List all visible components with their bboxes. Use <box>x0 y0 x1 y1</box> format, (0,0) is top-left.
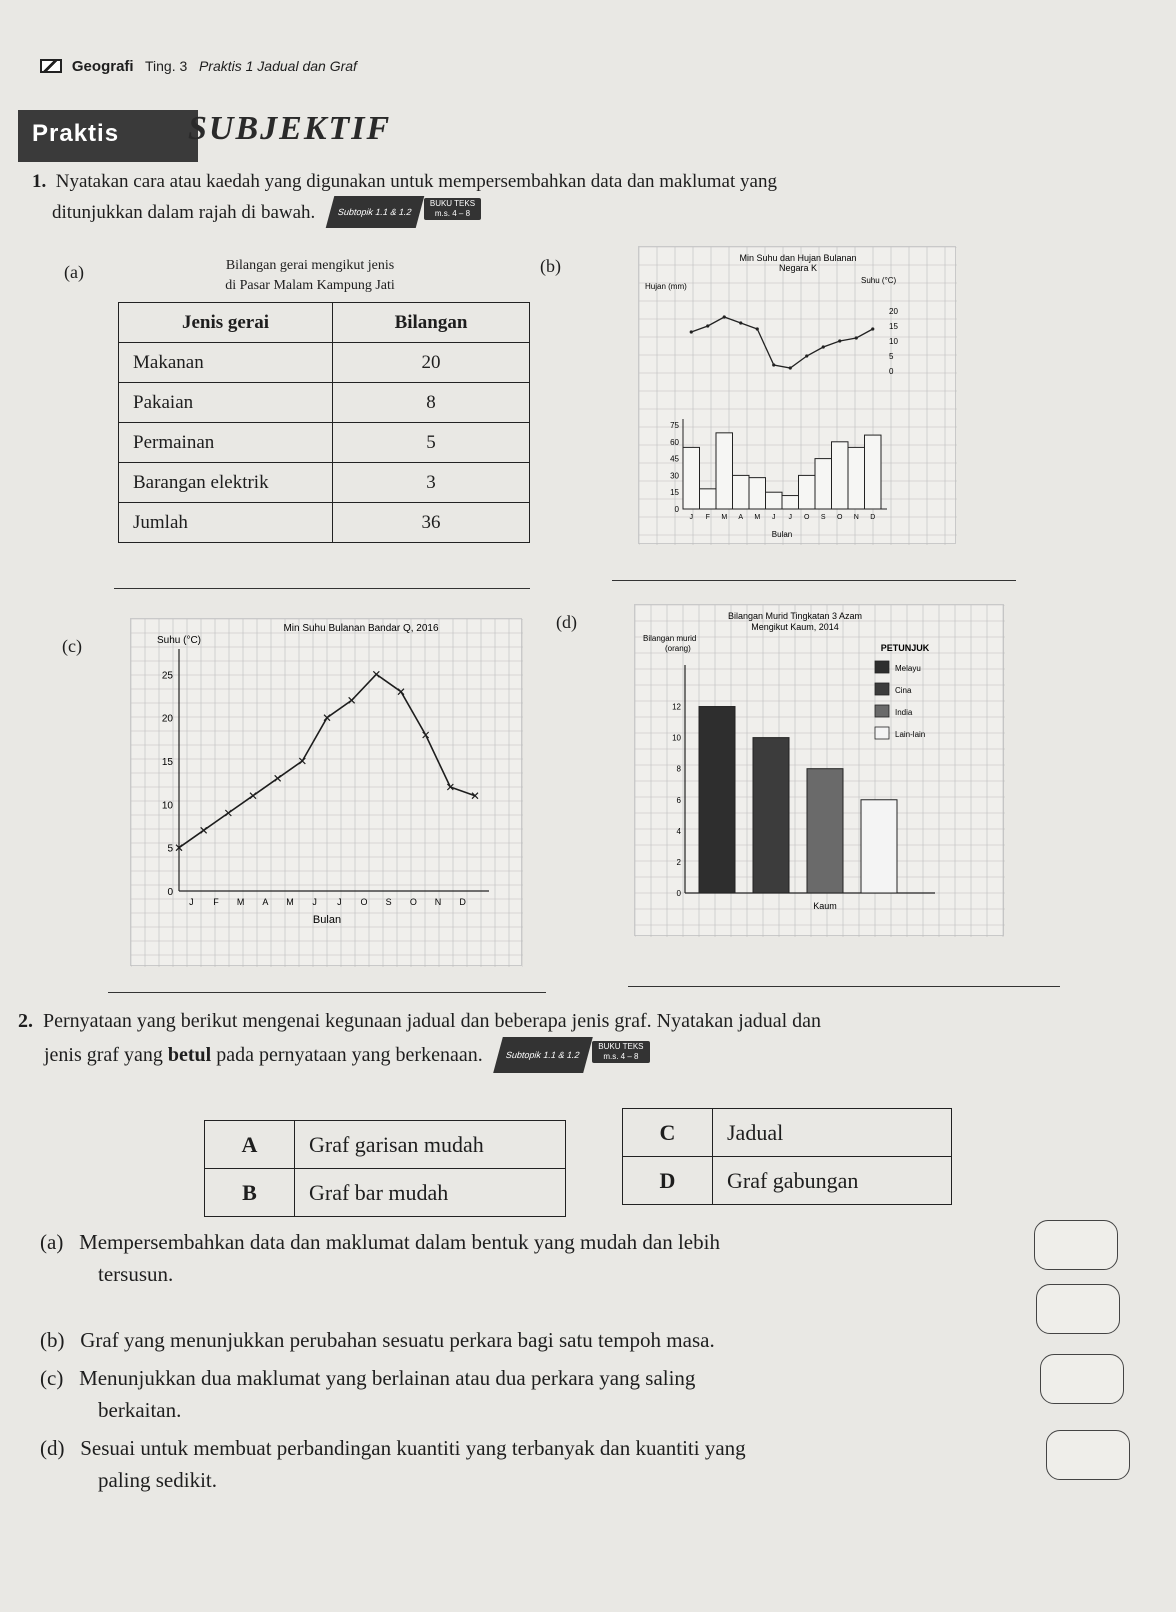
table-row <box>119 503 530 543</box>
q2-number: 2. <box>18 1010 33 1032</box>
option-row <box>205 1121 566 1169</box>
options-table-right <box>622 1108 952 1205</box>
answer-line-a[interactable] <box>114 588 530 589</box>
data-point <box>250 793 256 799</box>
month-tick-label: F <box>705 514 710 521</box>
chart-d-svg <box>635 605 1005 937</box>
y-tick-label: 12 <box>672 702 681 712</box>
part-a-title <box>160 256 460 296</box>
temperature-point <box>838 339 841 342</box>
bar <box>861 800 897 893</box>
rainfall-bar <box>865 435 882 509</box>
chart-b-svg <box>639 247 957 545</box>
option-row <box>205 1169 566 1217</box>
temperature-point <box>706 324 709 327</box>
bar <box>699 707 735 893</box>
answer-line-c[interactable] <box>108 992 546 993</box>
data-point <box>275 775 281 781</box>
option-key: D <box>623 1157 713 1205</box>
left-tick-label: 0 <box>674 505 679 514</box>
part-d-label: (d) <box>556 612 577 632</box>
header-subject: Geografi <box>71 58 134 75</box>
month-tick-label: D <box>870 514 876 521</box>
right-tick-label: 20 <box>889 307 898 316</box>
left-tick-label: 45 <box>670 454 679 464</box>
legend-swatch <box>875 705 889 717</box>
temperature-point <box>855 336 858 339</box>
option-key: B <box>205 1169 295 1217</box>
data-point <box>398 689 404 695</box>
part-a-label: (a) <box>64 262 84 282</box>
table-cell: 36 <box>333 503 530 543</box>
statement-d <box>40 1432 1000 1496</box>
table-cell: 8 <box>333 383 530 423</box>
q1-number: 1. <box>32 171 47 192</box>
right-tick-label: 15 <box>889 322 898 331</box>
month-tick-label: D <box>459 897 466 907</box>
statement-label: (c) <box>40 1366 64 1390</box>
chart-title: Bilangan Murid Tingkatan 3 Azam <box>727 611 863 621</box>
statement-text: Mempersembahkan data dan maklumat dalam bentuk yang mudah dan lebih <box>79 1230 720 1254</box>
table-cell: Makanan <box>119 343 333 383</box>
table-cell: 5 <box>333 423 530 463</box>
month-tick-label: A <box>262 897 269 907</box>
data-point <box>349 697 355 703</box>
option-value: Graf gabungan <box>713 1157 952 1205</box>
legend-label: Cina <box>895 686 912 695</box>
month-tick-label: A <box>738 514 744 521</box>
option-row <box>623 1157 952 1205</box>
rainfall-bar <box>815 459 832 509</box>
q2-text-bold: betul <box>167 1044 212 1066</box>
options-table-left <box>204 1120 566 1217</box>
table-header-row <box>119 303 530 343</box>
temperature-point <box>871 327 874 330</box>
table-cell: Permainan <box>119 423 333 463</box>
option-value: Jadual <box>713 1109 952 1157</box>
answer-line-d[interactable] <box>628 986 1060 987</box>
temperature-point <box>805 354 808 357</box>
month-tick-label: J <box>312 897 317 907</box>
q1-text-line1: Nyatakan cara atau kaedah yang digunakan untuk mempersembahkan data dan maklumat yang <box>55 171 777 192</box>
temperature-point <box>756 327 759 330</box>
month-tick-label: F <box>213 897 219 907</box>
legend-swatch <box>875 661 889 673</box>
temperature-point <box>690 330 693 333</box>
statement-text-cont: berkaitan. <box>98 1398 182 1422</box>
book-logo-icon <box>40 59 62 73</box>
y-tick-label: 0 <box>167 887 173 898</box>
section-banner <box>18 110 458 162</box>
chart-c-svg <box>131 619 523 967</box>
month-tick-label: N <box>434 897 442 907</box>
y-tick-label: 2 <box>676 857 681 867</box>
month-tick-label: J <box>772 514 776 521</box>
rainfall-bar <box>766 492 783 509</box>
chart-title: Min Suhu dan Hujan Bulanan <box>739 253 857 263</box>
option-value: Graf garisan mudah <box>295 1121 566 1169</box>
x-axis-label: Bulan <box>771 530 793 539</box>
banner-subjektif: SUBJEKTIF <box>188 110 392 147</box>
x-axis-label: Bulan <box>312 914 342 926</box>
table-cell: Barangan elektrik <box>119 463 333 503</box>
right-tick-label: 10 <box>889 337 898 346</box>
option-key: C <box>623 1109 713 1157</box>
banner-praktis: Praktis <box>18 110 198 162</box>
x-axis-label: Kaum <box>813 901 837 911</box>
left-tick-label: 30 <box>670 471 679 481</box>
month-tick-label: O <box>409 897 417 907</box>
option-row <box>623 1109 952 1157</box>
right-axis-label: Suhu (°C) <box>861 276 897 285</box>
statement-text: Sesuai untuk membuat perbandingan kuantiti yang terbanyak dan kuantiti yang <box>80 1436 746 1460</box>
chart-title: Min Suhu Bulanan Bandar Q, 2016 <box>283 623 439 634</box>
statement-text-cont: paling sedikit. <box>98 1468 217 1492</box>
month-tick-label: M <box>754 514 761 521</box>
table-header: Jenis gerai <box>119 303 333 343</box>
bar <box>753 738 789 893</box>
y-tick-label: 25 <box>161 670 173 682</box>
rainfall-bar <box>683 447 700 509</box>
legend-swatch <box>875 683 889 695</box>
temperature-point <box>822 345 825 348</box>
left-axis-label: Hujan (mm) <box>645 282 687 291</box>
statement-c <box>40 1362 1000 1426</box>
part-c-label: (c) <box>62 636 82 656</box>
month-tick-label: M <box>286 897 294 907</box>
month-tick-label: O <box>837 514 843 521</box>
chart-subtitle: Negara K <box>778 263 818 273</box>
statement-label: (b) <box>40 1328 65 1352</box>
page-header <box>40 58 357 75</box>
temperature-point <box>772 363 775 366</box>
temperature-point <box>739 321 742 324</box>
q2-text-line2a: jenis graf yang <box>44 1044 168 1066</box>
statement-text-cont: tersusun. <box>98 1262 174 1286</box>
data-point <box>373 671 379 677</box>
part-b-label: (b) <box>540 256 561 276</box>
legend-label: Melayu <box>895 664 921 673</box>
y-axis-label: Bilangan murid <box>643 634 697 643</box>
q2-text-line1: Pernyataan yang berikut mengenai kegunaan jadual dan beberapa jenis graf. Nyatakan jadual dan <box>43 1010 822 1032</box>
q2-buku-teks-badge: BUKU TEKS m.s. 4 – 8 <box>592 1041 649 1063</box>
table-cell: 20 <box>333 343 530 383</box>
y-axis-label: Suhu (°C) <box>157 635 202 646</box>
left-tick-label: 15 <box>670 488 679 498</box>
q1-text-line2: ditunjukkan dalam rajah di bawah. <box>52 202 316 223</box>
rainfall-bar <box>716 433 733 509</box>
rainfall-bar <box>832 442 849 509</box>
left-tick-label: 60 <box>670 437 679 447</box>
question-2 <box>18 1005 1128 1073</box>
chart-b-box <box>638 246 956 544</box>
rainfall-bar <box>782 496 799 509</box>
answer-box-a[interactable] <box>1034 1220 1118 1270</box>
header-level: Ting. 3 <box>145 58 188 74</box>
table-header: Bilangan <box>333 303 530 343</box>
month-tick-label: M <box>236 897 245 907</box>
data-point <box>201 827 207 833</box>
answer-line-b[interactable] <box>612 580 1016 581</box>
legend-label: Lain-lain <box>895 730 926 739</box>
chart-subtitle: Mengikut Kaum, 2014 <box>751 622 839 632</box>
option-value: Graf bar mudah <box>295 1169 566 1217</box>
month-tick-label: M <box>721 514 728 521</box>
answer-box-b[interactable] <box>1036 1284 1120 1334</box>
y-tick-label: 20 <box>161 713 173 725</box>
q1-buku-teks-badge: BUKU TEKS m.s. 4 – 8 <box>424 198 481 220</box>
table-row <box>119 463 530 503</box>
rainfall-bar <box>700 489 717 509</box>
bar <box>807 769 843 893</box>
q1-subtopic-badge: Subtopik 1.1 & 1.2 <box>325 196 423 228</box>
month-tick-label: J <box>189 897 194 907</box>
statement-text: Menunjukkan dua maklumat yang berlainan atau dua perkara yang saling <box>79 1366 696 1390</box>
month-tick-label: J <box>337 897 342 907</box>
option-key: A <box>205 1121 295 1169</box>
q2-text-line2b: pada pernyataan yang berkenaan. <box>211 1044 483 1066</box>
table-cell: 3 <box>333 463 530 503</box>
right-tick-label: 5 <box>889 352 894 361</box>
y-axis-label-unit: (orang) <box>665 644 691 653</box>
rainfall-bar <box>749 478 766 509</box>
table-cell: Pakaian <box>119 383 333 423</box>
statement-label: (a) <box>40 1230 64 1254</box>
table-cell: Jumlah <box>119 503 333 543</box>
table-row <box>119 383 530 423</box>
month-tick-label: O <box>804 514 810 521</box>
month-tick-label: O <box>360 897 368 907</box>
y-tick-label: 5 <box>167 843 173 855</box>
part-a-title-line2: di Pasar Malam Kampung Jati <box>225 278 395 293</box>
statement-text: Graf yang menunjukkan perubahan sesuatu perkara bagi satu tempoh masa. <box>80 1328 715 1352</box>
month-tick-label: S <box>820 514 826 521</box>
month-tick-label: S <box>385 897 392 907</box>
chart-c-box <box>130 618 522 966</box>
part-a-title-line1: Bilangan gerai mengikut jenis <box>225 258 395 273</box>
temperature-point <box>789 366 792 369</box>
y-tick-label: 4 <box>676 826 681 836</box>
month-tick-label: J <box>689 514 693 521</box>
temperature-point <box>723 315 726 318</box>
statement-label: (d) <box>40 1436 65 1460</box>
statement-a <box>40 1226 1000 1290</box>
month-tick-label: N <box>853 514 859 521</box>
month-tick-label: J <box>788 514 792 521</box>
right-tick-label: 0 <box>889 367 894 376</box>
rainfall-bar <box>799 475 816 509</box>
stall-table <box>118 302 530 543</box>
y-tick-label: 8 <box>676 764 681 774</box>
answer-box-c[interactable] <box>1040 1354 1124 1404</box>
chart-d-box <box>634 604 1004 936</box>
table-row <box>119 343 530 383</box>
statement-b <box>40 1324 1000 1356</box>
legend-label: India <box>895 708 913 717</box>
rainfall-bar <box>848 447 865 509</box>
y-tick-label: 15 <box>161 757 173 768</box>
y-tick-label: 0 <box>676 889 681 898</box>
question-1 <box>32 168 1032 228</box>
header-title: Praktis 1 Jadual dan Graf <box>198 58 357 74</box>
legend-title: PETUNJUK <box>880 643 930 653</box>
data-point <box>423 732 429 738</box>
legend-swatch <box>875 727 889 739</box>
y-tick-label: 6 <box>676 795 681 805</box>
answer-box-d[interactable] <box>1046 1430 1130 1480</box>
temperature-line <box>691 317 873 368</box>
q2-subtopic-badge: Subtopik 1.1 & 1.2 <box>493 1037 592 1073</box>
table-row <box>119 423 530 463</box>
left-tick-label: 75 <box>670 421 679 430</box>
rainfall-bar <box>733 475 750 509</box>
y-tick-label: 10 <box>161 800 173 812</box>
y-tick-label: 10 <box>672 733 681 743</box>
